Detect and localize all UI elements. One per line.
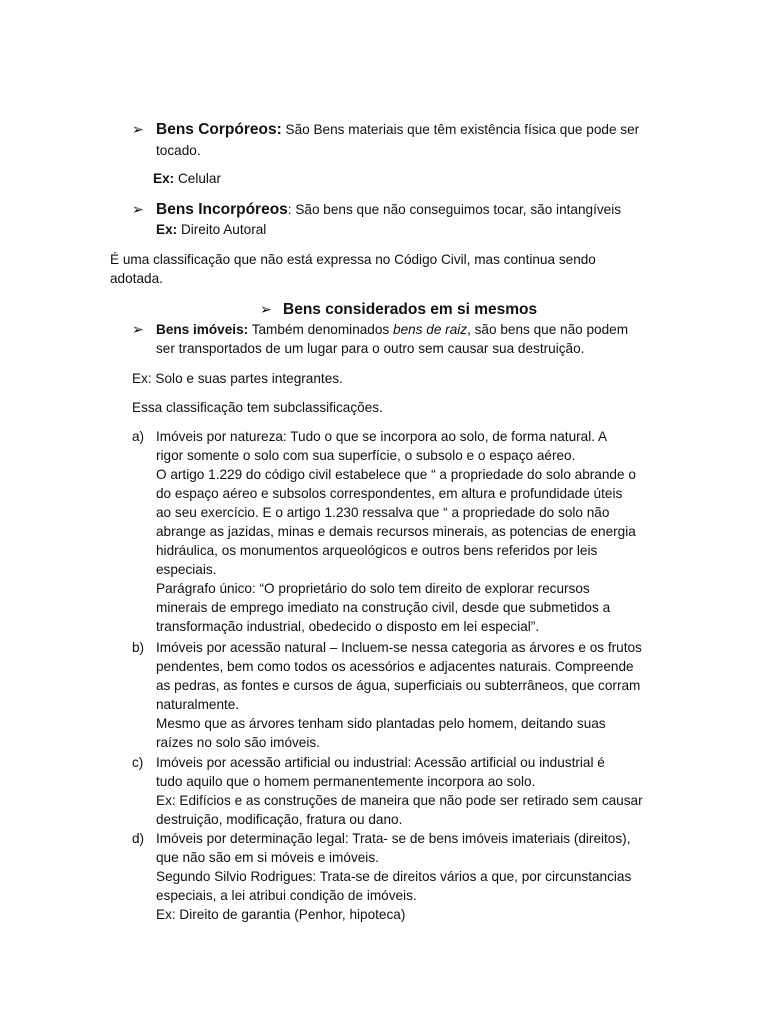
example-label: Ex: [156,222,178,237]
list-line: do espaço aéreo e subsolos correspondentes, em altura e profundidade úteis [156,486,623,501]
list-line: Imóveis por acessão artificial ou industrial: Acessão artificial ou industrial é [156,755,605,770]
list-letter: c) [132,755,144,770]
list-item-a [156,427,661,636]
list-letter: d) [132,831,145,846]
item-imoveis-text-b: , são bens que não podem [467,322,629,337]
list-line: pendentes, bem como todos os acessórios e adjacentes naturais. Compreende [156,659,634,674]
list-item-c [156,753,661,829]
item-incorporeos-example [156,220,266,239]
list-line: as pedras, as fontes e cursos de água, superficiais ou subterrâneos, que corram [156,678,641,693]
example-solo: Ex: Solo e suas partes integrantes. [132,371,343,386]
list-line: Imóveis por natureza: Tudo o que se incorpora ao solo, de forma natural. A [156,429,608,444]
item-corporeos-example [153,169,221,188]
list-letter: a) [132,429,145,444]
item-imoveis-label: Bens imóveis: [156,322,249,337]
list-line: hidráulica, os monumentos arqueológicos e outros bens referidos por leis [156,543,598,558]
item-imoveis [156,320,676,339]
list-line: naturalmente. [156,697,240,712]
list-letter: b) [132,640,145,655]
list-line: O artigo 1.229 do código civil estabelece que “ a propriedade do solo abrande o [156,467,636,482]
example-value: Direito Autoral [180,222,267,237]
list-line: Mesmo que as árvores tenham sido plantadas pelo homem, deitando suas [156,716,606,731]
list-line: tudo aquilo que o homem permanentemente incorpora ao solo. [156,774,536,789]
item-corporeos-title: Bens Corpóreos: [156,121,282,138]
item-incorporeos-title: Bens Incorpóreos [156,201,288,218]
list-line: Imóveis por determinação legal: Trata- se de bens imóveis imateriais (direitos), [156,831,631,846]
list-line: minerais de emprego imediato na construção civil, desde que submetidos a [156,600,611,615]
arrow-bullet-icon: ➢ [260,301,272,317]
list-line: transformação industrial, obedecido o disposto em lei especial”. [156,619,540,634]
item-corporeos-text: São Bens materiais que têm existência física que pode ser [285,122,640,137]
item-incorporeos-text: : São bens que não conseguimos tocar, são intangíveis [287,202,622,217]
list-line: raízes no solo são imóveis. [156,735,320,750]
list-line: destruição, modificação, fratura ou dano. [156,812,403,827]
item-imoveis-italic: bens de raiz [393,322,468,337]
list-item-d [156,829,661,924]
item-imoveis-text-a: Também denominados [251,322,394,337]
list-line: abrange as jazidas, minas e demais recursos minerais, as potencias de energia [156,524,636,539]
item-corporeos [156,120,676,139]
arrow-bullet-icon: ➢ [132,321,144,337]
item-imoveis-line-2: ser transportados de um lugar para o outro sem causar sua destruição. [156,341,585,356]
classification-note-line-2: adotada. [110,271,163,286]
list-line: Ex: Direito de garantia (Penhor, hipoteca) [156,907,406,922]
list-line: ao seu exercício. E o artigo 1.230 ressalva que “ a propriedade do solo não [156,505,610,520]
example-label: Ex: [153,171,175,186]
example-value: Celular [177,171,222,186]
list-line: rigor somente o solo com sua superfície, o subsolo e o espaço aéreo. [156,448,576,463]
item-incorporeos [156,200,676,219]
list-line: Parágrafo único: “O proprietário do solo tem direito de explorar recursos [156,581,590,596]
arrow-bullet-icon: ➢ [132,201,144,217]
list-line: Segundo Silvio Rodrigues: Trata-se de direitos vários a que, por circunstancias [156,869,632,884]
classification-note-line-1: É uma classificação que não está expressa no Código Civil, mas continua sendo [110,252,596,267]
item-corporeos-text-2: tocado. [156,143,201,158]
list-item-b [156,638,661,752]
list-line: que não são em si móveis e imóveis. [156,850,379,865]
list-line: especiais. [156,562,217,577]
subclass-note: Essa classificação tem subclassificações. [132,400,383,415]
section-heading: Bens considerados em si mesmos [283,301,538,318]
list-line: Ex: Edifícios e as construções de maneira que não pode ser retirado sem causar [156,793,643,808]
list-line: Imóveis por acessão natural – Incluem-se nessa categoria as árvores e os frutos [156,640,642,655]
list-line: especiais, a lei atribui condição de imóveis. [156,888,417,903]
arrow-bullet-icon: ➢ [132,121,144,137]
